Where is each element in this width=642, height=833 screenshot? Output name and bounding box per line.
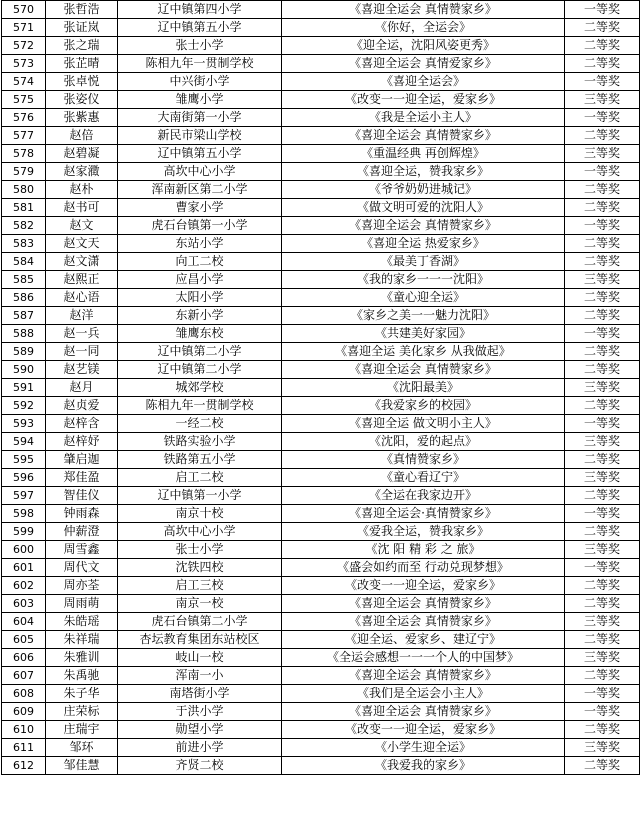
school-name: 辽中镇第四小学 [118, 1, 282, 19]
school-name: 城郊学校 [118, 379, 282, 397]
student-name: 赵倍 [46, 127, 118, 145]
award-level: 二等奖 [565, 307, 640, 325]
work-title: 《改变一一迎全运，爱家乡》 [282, 721, 565, 739]
work-title: 《最美丁香湖》 [282, 253, 565, 271]
work-title: 《喜迎全运会 真情赞家乡》 [282, 217, 565, 235]
student-name: 张芷晴 [46, 55, 118, 73]
award-level: 三等奖 [565, 379, 640, 397]
row-number: 590 [2, 361, 46, 379]
school-name: 大南街第一小学 [118, 109, 282, 127]
work-title: 《喜迎全运会 真情爱家乡》 [282, 55, 565, 73]
table-row [2, 685, 640, 703]
school-name: 张士小学 [118, 37, 282, 55]
row-number: 594 [2, 433, 46, 451]
school-name: 新民市梁山学校 [118, 127, 282, 145]
award-level: 三等奖 [565, 91, 640, 109]
work-title: 《改变一一迎全运，爱家乡》 [282, 91, 565, 109]
row-number: 610 [2, 721, 46, 739]
student-name: 赵文潇 [46, 253, 118, 271]
table-row [2, 379, 640, 397]
table-row [2, 451, 640, 469]
student-name: 张之瑞 [46, 37, 118, 55]
table-row [2, 181, 640, 199]
student-name: 赵贞爱 [46, 397, 118, 415]
award-level: 二等奖 [565, 631, 640, 649]
award-level: 一等奖 [565, 325, 640, 343]
table-row [2, 559, 640, 577]
award-level: 二等奖 [565, 199, 640, 217]
row-number: 572 [2, 37, 46, 55]
award-level: 三等奖 [565, 541, 640, 559]
award-level: 三等奖 [565, 433, 640, 451]
award-level: 一等奖 [565, 559, 640, 577]
row-number: 582 [2, 217, 46, 235]
table-row [2, 757, 640, 775]
school-name: 启工三校 [118, 577, 282, 595]
work-title: 《沈阳，爱的起点》 [282, 433, 565, 451]
work-title: 《我爱我的家乡》 [282, 757, 565, 775]
award-level: 一等奖 [565, 703, 640, 721]
row-number: 595 [2, 451, 46, 469]
table-row [2, 739, 640, 757]
award-level: 三等奖 [565, 613, 640, 631]
table-row [2, 541, 640, 559]
row-number: 581 [2, 199, 46, 217]
row-number: 587 [2, 307, 46, 325]
award-level: 二等奖 [565, 343, 640, 361]
work-title: 《全运在我家边开》 [282, 487, 565, 505]
school-name: 铁路第五小学 [118, 451, 282, 469]
school-name: 雏鹰东校 [118, 325, 282, 343]
award-level: 二等奖 [565, 757, 640, 775]
table-row [2, 613, 640, 631]
school-name: 浑南一小 [118, 667, 282, 685]
row-number: 606 [2, 649, 46, 667]
work-title: 《喜迎全运会 真情赞家乡》 [282, 1, 565, 19]
table-row [2, 721, 640, 739]
student-name: 赵梓含 [46, 415, 118, 433]
school-name: 曹家小学 [118, 199, 282, 217]
row-number: 609 [2, 703, 46, 721]
row-number: 592 [2, 397, 46, 415]
school-name: 辽中镇第五小学 [118, 19, 282, 37]
table-row [2, 307, 640, 325]
school-name: 岐山一校 [118, 649, 282, 667]
work-title: 《喜迎全运 做文明小主人》 [282, 415, 565, 433]
row-number: 585 [2, 271, 46, 289]
award-level: 二等奖 [565, 181, 640, 199]
work-title: 《喜迎全运会 真情赞家乡》 [282, 703, 565, 721]
row-number: 578 [2, 145, 46, 163]
table-row [2, 523, 640, 541]
work-title: 《迎全运，沈阳风姿更秀》 [282, 37, 565, 55]
student-name: 赵朴 [46, 181, 118, 199]
student-name: 赵月 [46, 379, 118, 397]
work-title: 《喜迎全运会 真情赞家乡》 [282, 595, 565, 613]
student-name: 朱禹驰 [46, 667, 118, 685]
school-name: 铁路实验小学 [118, 433, 282, 451]
student-name: 肇启迦 [46, 451, 118, 469]
award-level: 一等奖 [565, 1, 640, 19]
award-level: 一等奖 [565, 73, 640, 91]
row-number: 593 [2, 415, 46, 433]
work-title: 《改变一一迎全运，爱家乡》 [282, 577, 565, 595]
school-name: 太阳小学 [118, 289, 282, 307]
award-level: 一等奖 [565, 685, 640, 703]
row-number: 583 [2, 235, 46, 253]
row-number: 605 [2, 631, 46, 649]
work-title: 《喜迎全运，赞我家乡》 [282, 163, 565, 181]
school-name: 虎石台镇第二小学 [118, 613, 282, 631]
work-title: 《盛会如约而至 行动兑现梦想》 [282, 559, 565, 577]
student-name: 周雨萌 [46, 595, 118, 613]
work-title: 《喜迎全运会 真情赞家乡》 [282, 667, 565, 685]
student-name: 朱皓瑶 [46, 613, 118, 631]
table-row [2, 271, 640, 289]
work-title: 《喜迎全运会 真情赞家乡》 [282, 361, 565, 379]
row-number: 607 [2, 667, 46, 685]
work-title: 《喜迎全运会 真情赞家乡》 [282, 127, 565, 145]
award-level: 二等奖 [565, 37, 640, 55]
school-name: 浑南新区第二小学 [118, 181, 282, 199]
row-number: 571 [2, 19, 46, 37]
row-number: 577 [2, 127, 46, 145]
work-title: 《沈阳最美》 [282, 379, 565, 397]
award-level: 二等奖 [565, 577, 640, 595]
row-number: 602 [2, 577, 46, 595]
work-title: 《我爱家乡的校园》 [282, 397, 565, 415]
row-number: 573 [2, 55, 46, 73]
work-title: 《全运会感想一一一个人的中国梦》 [282, 649, 565, 667]
work-title: 《喜迎全运会》 [282, 73, 565, 91]
row-number: 608 [2, 685, 46, 703]
student-name: 朱雅训 [46, 649, 118, 667]
row-number: 574 [2, 73, 46, 91]
row-number: 599 [2, 523, 46, 541]
school-name: 杏坛教育集团东站校区 [118, 631, 282, 649]
award-level: 二等奖 [565, 721, 640, 739]
school-name: 南塔街小学 [118, 685, 282, 703]
award-level: 一等奖 [565, 109, 640, 127]
student-name: 赵洋 [46, 307, 118, 325]
work-title: 《童心看辽宁》 [282, 469, 565, 487]
work-title: 《做文明可爱的沈阳人》 [282, 199, 565, 217]
student-name: 赵碧凝 [46, 145, 118, 163]
work-title: 《家乡之美一一魅力沈阳》 [282, 307, 565, 325]
table-row [2, 595, 640, 613]
row-number: 611 [2, 739, 46, 757]
award-level: 二等奖 [565, 55, 640, 73]
work-title: 《共建美好家园》 [282, 325, 565, 343]
school-name: 南京十校 [118, 505, 282, 523]
student-name: 仲薪澄 [46, 523, 118, 541]
school-name: 张士小学 [118, 541, 282, 559]
row-number: 570 [2, 1, 46, 19]
student-name: 郑佳盈 [46, 469, 118, 487]
table-row [2, 361, 640, 379]
row-number: 597 [2, 487, 46, 505]
award-level: 二等奖 [565, 487, 640, 505]
award-level: 二等奖 [565, 397, 640, 415]
award-level: 二等奖 [565, 523, 640, 541]
work-title: 《我是全运小主人》 [282, 109, 565, 127]
school-name: 一经二校 [118, 415, 282, 433]
table-row [2, 37, 640, 55]
row-number: 604 [2, 613, 46, 631]
student-name: 赵熙正 [46, 271, 118, 289]
school-name: 辽中镇第二小学 [118, 343, 282, 361]
table-row [2, 1, 640, 19]
school-name: 雏鹰小学 [118, 91, 282, 109]
student-name: 赵一兵 [46, 325, 118, 343]
school-name: 辽中镇第一小学 [118, 487, 282, 505]
table-row [2, 163, 640, 181]
student-name: 赵文 [46, 217, 118, 235]
student-name: 邹环 [46, 739, 118, 757]
student-name: 庄瑞宇 [46, 721, 118, 739]
award-level: 二等奖 [565, 667, 640, 685]
table-row [2, 235, 640, 253]
school-name: 启工二校 [118, 469, 282, 487]
table-row [2, 19, 640, 37]
student-name: 朱祥瑞 [46, 631, 118, 649]
work-title: 《童心迎全运》 [282, 289, 565, 307]
school-name: 向工二校 [118, 253, 282, 271]
table-row [2, 127, 640, 145]
row-number: 575 [2, 91, 46, 109]
table-row [2, 145, 640, 163]
school-name: 齐贤二校 [118, 757, 282, 775]
table-row [2, 199, 640, 217]
table-row [2, 433, 640, 451]
table-row [2, 325, 640, 343]
school-name: 勋望小学 [118, 721, 282, 739]
work-title: 《沈 阳 精 彩 之 旅》 [282, 541, 565, 559]
school-name: 南京一校 [118, 595, 282, 613]
student-name: 张证岚 [46, 19, 118, 37]
school-name: 东新小学 [118, 307, 282, 325]
table-row [2, 343, 640, 361]
work-title: 《你好，全运会》 [282, 19, 565, 37]
award-level: 一等奖 [565, 415, 640, 433]
table-row [2, 577, 640, 595]
student-name: 赵艺镁 [46, 361, 118, 379]
award-level: 三等奖 [565, 271, 640, 289]
award-level: 二等奖 [565, 235, 640, 253]
table-row [2, 217, 640, 235]
row-number: 603 [2, 595, 46, 613]
student-name: 张哲浩 [46, 1, 118, 19]
award-level: 二等奖 [565, 361, 640, 379]
work-title: 《我们是全运会小主人》 [282, 685, 565, 703]
student-name: 周雪鑫 [46, 541, 118, 559]
school-name: 东站小学 [118, 235, 282, 253]
row-number: 596 [2, 469, 46, 487]
award-level: 二等奖 [565, 289, 640, 307]
work-title: 《我的家乡一一一沈阳》 [282, 271, 565, 289]
table-row [2, 649, 640, 667]
work-title: 《小学生迎全运》 [282, 739, 565, 757]
school-name: 高坎中心小学 [118, 523, 282, 541]
school-name: 中兴街小学 [118, 73, 282, 91]
school-name: 沈铁四校 [118, 559, 282, 577]
award-level: 二等奖 [565, 253, 640, 271]
table-row [2, 487, 640, 505]
table-row [2, 415, 640, 433]
student-name: 赵一同 [46, 343, 118, 361]
student-name: 邹佳慧 [46, 757, 118, 775]
work-title: 《真情赞家乡》 [282, 451, 565, 469]
award-level: 一等奖 [565, 505, 640, 523]
award-list-body [2, 1, 640, 775]
award-list-table [1, 0, 640, 775]
table-row [2, 73, 640, 91]
school-name: 陈相九年一贯制学校 [118, 397, 282, 415]
work-title: 《爱我全运，赞我家乡》 [282, 523, 565, 541]
table-row [2, 109, 640, 127]
student-name: 赵文天 [46, 235, 118, 253]
row-number: 588 [2, 325, 46, 343]
student-name: 张姿仪 [46, 91, 118, 109]
table-row [2, 289, 640, 307]
school-name: 辽中镇第五小学 [118, 145, 282, 163]
student-name: 赵家瀓 [46, 163, 118, 181]
table-row [2, 469, 640, 487]
row-number: 589 [2, 343, 46, 361]
work-title: 《重温经典 再创辉煌》 [282, 145, 565, 163]
row-number: 612 [2, 757, 46, 775]
award-level: 二等奖 [565, 19, 640, 37]
award-level: 三等奖 [565, 739, 640, 757]
award-level: 一等奖 [565, 217, 640, 235]
student-name: 朱子华 [46, 685, 118, 703]
student-name: 赵书可 [46, 199, 118, 217]
work-title: 《喜迎全运 热爱家乡》 [282, 235, 565, 253]
row-number: 586 [2, 289, 46, 307]
table-row [2, 91, 640, 109]
table-row [2, 253, 640, 271]
table-row [2, 55, 640, 73]
row-number: 584 [2, 253, 46, 271]
table-row [2, 703, 640, 721]
school-name: 陈相九年一贯制学校 [118, 55, 282, 73]
work-title: 《爷爷奶奶进城记》 [282, 181, 565, 199]
award-level: 二等奖 [565, 127, 640, 145]
school-name: 前进小学 [118, 739, 282, 757]
student-name: 庄荣标 [46, 703, 118, 721]
row-number: 598 [2, 505, 46, 523]
student-name: 张紫惠 [46, 109, 118, 127]
student-name: 张卓悦 [46, 73, 118, 91]
work-title: 《迎全运、爱家乡、建辽宁》 [282, 631, 565, 649]
row-number: 600 [2, 541, 46, 559]
school-name: 辽中镇第二小学 [118, 361, 282, 379]
student-name: 智佳仪 [46, 487, 118, 505]
award-level: 三等奖 [565, 145, 640, 163]
school-name: 应昌小学 [118, 271, 282, 289]
row-number: 580 [2, 181, 46, 199]
table-row [2, 667, 640, 685]
student-name: 赵梓妤 [46, 433, 118, 451]
table-row [2, 631, 640, 649]
student-name: 周代文 [46, 559, 118, 577]
student-name: 周亦荃 [46, 577, 118, 595]
table-row [2, 505, 640, 523]
award-level: 二等奖 [565, 451, 640, 469]
row-number: 576 [2, 109, 46, 127]
table-row [2, 397, 640, 415]
row-number: 591 [2, 379, 46, 397]
work-title: 《喜迎全运会·真情赞家乡》 [282, 505, 565, 523]
award-level: 一等奖 [565, 163, 640, 181]
row-number: 579 [2, 163, 46, 181]
student-name: 赵心语 [46, 289, 118, 307]
award-level: 三等奖 [565, 469, 640, 487]
award-level: 二等奖 [565, 595, 640, 613]
school-name: 高坎中心小学 [118, 163, 282, 181]
work-title: 《喜迎全运 美化家乡 从我做起》 [282, 343, 565, 361]
school-name: 虎石台镇第一小学 [118, 217, 282, 235]
row-number: 601 [2, 559, 46, 577]
student-name: 钟雨森 [46, 505, 118, 523]
work-title: 《喜迎全运会 真情赞家乡》 [282, 613, 565, 631]
award-level: 三等奖 [565, 649, 640, 667]
school-name: 于洪小学 [118, 703, 282, 721]
